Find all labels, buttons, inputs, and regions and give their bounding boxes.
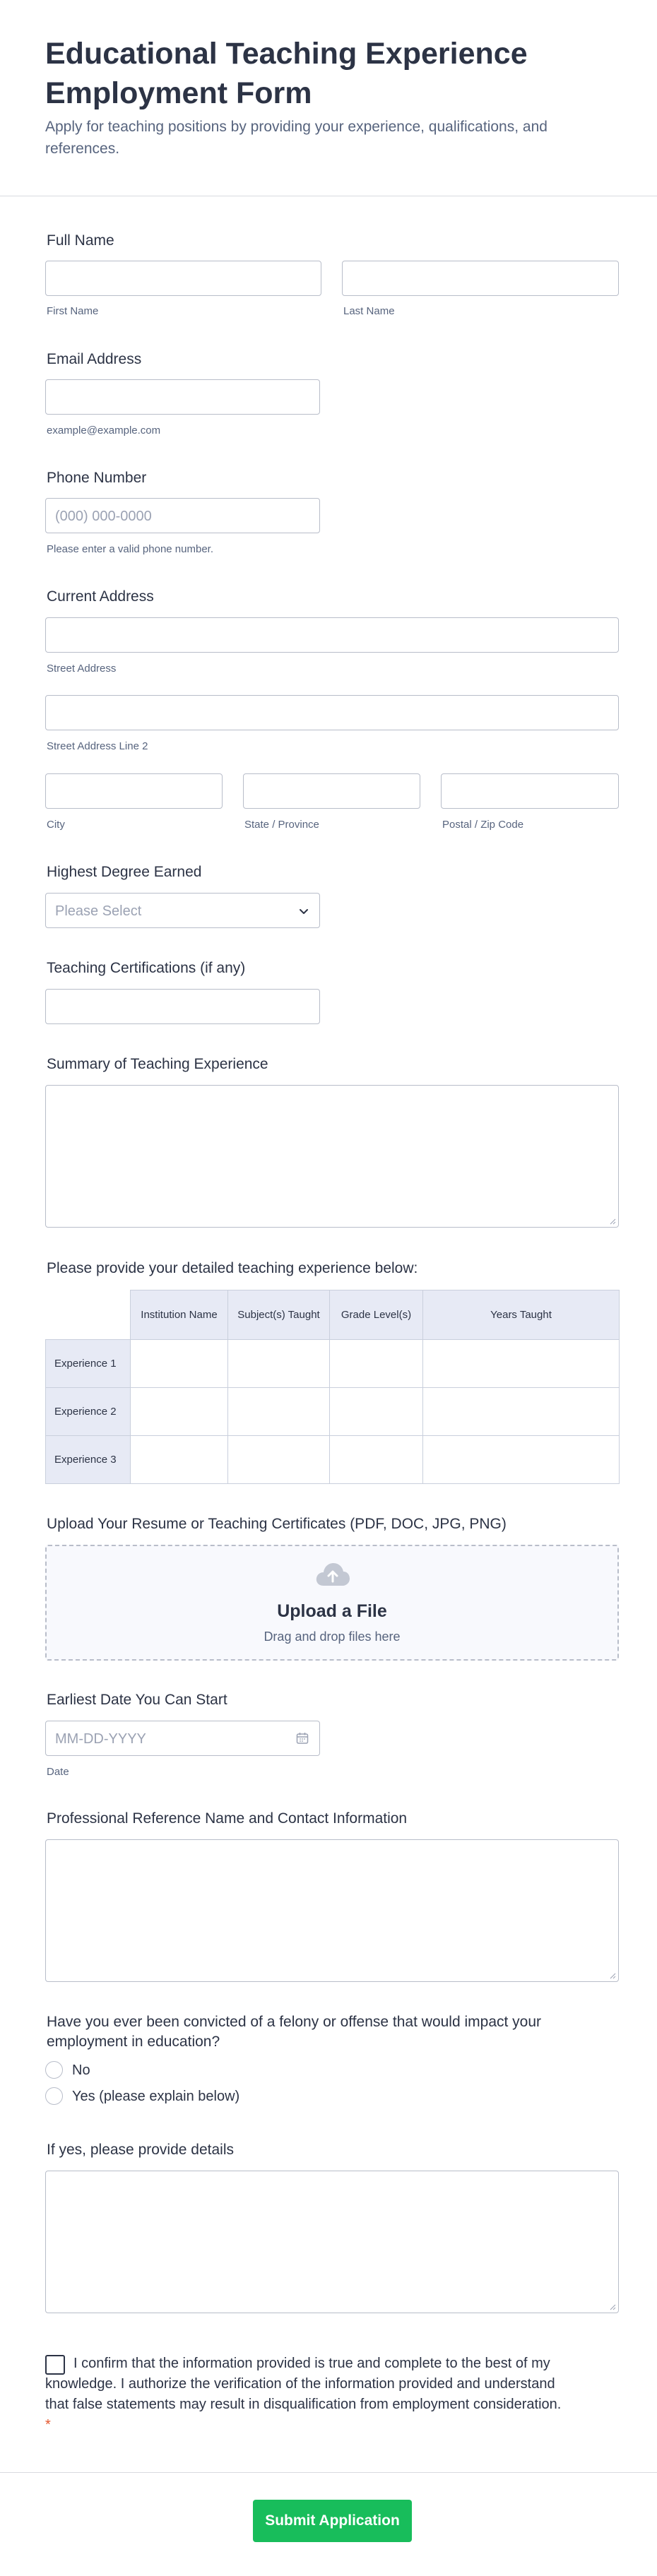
phone-input[interactable]: [45, 498, 320, 533]
degree-select[interactable]: [45, 893, 320, 928]
state-sublabel: State / Province: [244, 819, 319, 831]
start-date-label: Earliest Date You Can Start: [47, 1692, 227, 1708]
table-cell-input[interactable]: [423, 1436, 620, 1484]
reference-label: Professional Reference Name and Contact Information: [47, 1810, 408, 1827]
row-header: Experience 2: [46, 1388, 131, 1436]
column-header: Subject(s) Taught: [228, 1290, 330, 1340]
file-dropzone[interactable]: [45, 1545, 619, 1661]
degree-label: Highest Degree Earned: [47, 864, 202, 880]
table-cell-input[interactable]: [423, 1388, 620, 1436]
table-cell-input[interactable]: [228, 1436, 330, 1484]
upload-title: Upload a File: [277, 1601, 387, 1621]
summary-label: Summary of Teaching Experience: [47, 1056, 268, 1072]
street-address-sublabel: Street Address: [47, 663, 117, 675]
city-input[interactable]: [45, 773, 223, 809]
chevron-down-icon: [298, 906, 309, 917]
details-label: If yes, please provide details: [47, 2142, 234, 2158]
calendar-icon[interactable]: [295, 1731, 309, 1745]
phone-placeholder: (000) 000-0000: [55, 509, 152, 524]
table-cell-input[interactable]: [228, 1388, 330, 1436]
experience-table: [45, 1290, 620, 1484]
table-cell-input[interactable]: [131, 1436, 228, 1484]
column-header: Institution Name: [131, 1290, 228, 1340]
required-mark: *: [45, 2417, 51, 2433]
phone-sublabel: Please enter a valid phone number.: [47, 543, 213, 555]
table-cell-input[interactable]: [330, 1388, 423, 1436]
reference-textarea[interactable]: [45, 1839, 619, 1982]
last-name-sublabel: Last Name: [343, 305, 395, 317]
column-header: Grade Level(s): [330, 1290, 423, 1340]
last-name-input[interactable]: [342, 261, 619, 296]
felony-question-label: Have you ever been convicted of a felony or offense that would impact your employment in education?: [47, 2014, 542, 2050]
consent-statement: I confirm that the information provided is true and complete to the best of my knowledge. I authorize the verification of the information provided and understand that false statements may result in disqualification from employment consideration.: [45, 2356, 562, 2412]
table-cell-input[interactable]: [131, 1388, 228, 1436]
form-title: Educational Teaching Experience Employment Form: [45, 37, 528, 110]
felony-yes-label[interactable]: Yes (please explain below): [72, 2089, 240, 2104]
email-input[interactable]: [45, 379, 320, 415]
column-header: Years Taught: [423, 1290, 620, 1340]
first-name-sublabel: First Name: [47, 305, 99, 317]
email-sublabel: example@example.com: [47, 425, 161, 437]
upload-label: Upload Your Resume or Teaching Certificates (PDF, DOC, JPG, PNG): [47, 1516, 507, 1532]
zip-sublabel: Postal / Zip Code: [442, 819, 524, 831]
experience-table-label: Please provide your detailed teaching experience below:: [47, 1260, 418, 1276]
degree-selected-value: Please Select: [55, 903, 142, 919]
felony-no-label[interactable]: No: [72, 2062, 90, 2078]
start-date-input[interactable]: [45, 1721, 320, 1756]
felony-no-radio[interactable]: [45, 2061, 63, 2079]
table-row: [46, 1388, 620, 1436]
phone-label: Phone Number: [47, 470, 147, 486]
row-header: Experience 1: [46, 1340, 131, 1388]
street-address-2-input[interactable]: [45, 695, 619, 730]
table-cell-input[interactable]: [330, 1340, 423, 1388]
full-name-label: Full Name: [47, 232, 114, 249]
row-header: Experience 3: [46, 1436, 131, 1484]
table-row: [46, 1436, 620, 1484]
street-address-input[interactable]: [45, 617, 619, 653]
consent-text[interactable]: [45, 2354, 568, 2435]
resize-handle-icon[interactable]: [609, 1972, 616, 1979]
table-corner: [46, 1290, 131, 1340]
certifications-input[interactable]: [45, 989, 320, 1024]
certifications-label: Teaching Certifications (if any): [47, 960, 246, 976]
city-sublabel: City: [47, 819, 65, 831]
upload-subtitle: Drag and drop files here: [264, 1630, 401, 1644]
form-header: [0, 0, 657, 196]
footer-divider: [0, 2472, 657, 2473]
table-row: [46, 1340, 620, 1388]
table-cell-input[interactable]: [423, 1340, 620, 1388]
resize-handle-icon[interactable]: [609, 2303, 616, 2310]
summary-textarea[interactable]: [45, 1085, 619, 1228]
first-name-input[interactable]: [45, 261, 321, 296]
cloud-upload-icon: [315, 1562, 350, 1587]
street-address-2-sublabel: Street Address Line 2: [47, 740, 148, 752]
email-label: Email Address: [47, 351, 142, 367]
table-cell-input[interactable]: [330, 1436, 423, 1484]
address-label: Current Address: [47, 588, 154, 605]
submit-button[interactable]: Submit Application: [253, 2500, 412, 2542]
resize-handle-icon[interactable]: [609, 1218, 616, 1225]
table-cell-input[interactable]: [228, 1340, 330, 1388]
start-date-sublabel: Date: [47, 1766, 69, 1778]
state-input[interactable]: [243, 773, 420, 809]
felony-yes-radio[interactable]: [45, 2087, 63, 2105]
form-subtitle: Apply for teaching positions by providing your experience, qualifications, and references.: [45, 119, 548, 157]
details-textarea[interactable]: [45, 2171, 619, 2313]
table-cell-input[interactable]: [131, 1340, 228, 1388]
start-date-placeholder: MM-DD-YYYY: [55, 1731, 146, 1747]
zip-input[interactable]: [441, 773, 619, 809]
